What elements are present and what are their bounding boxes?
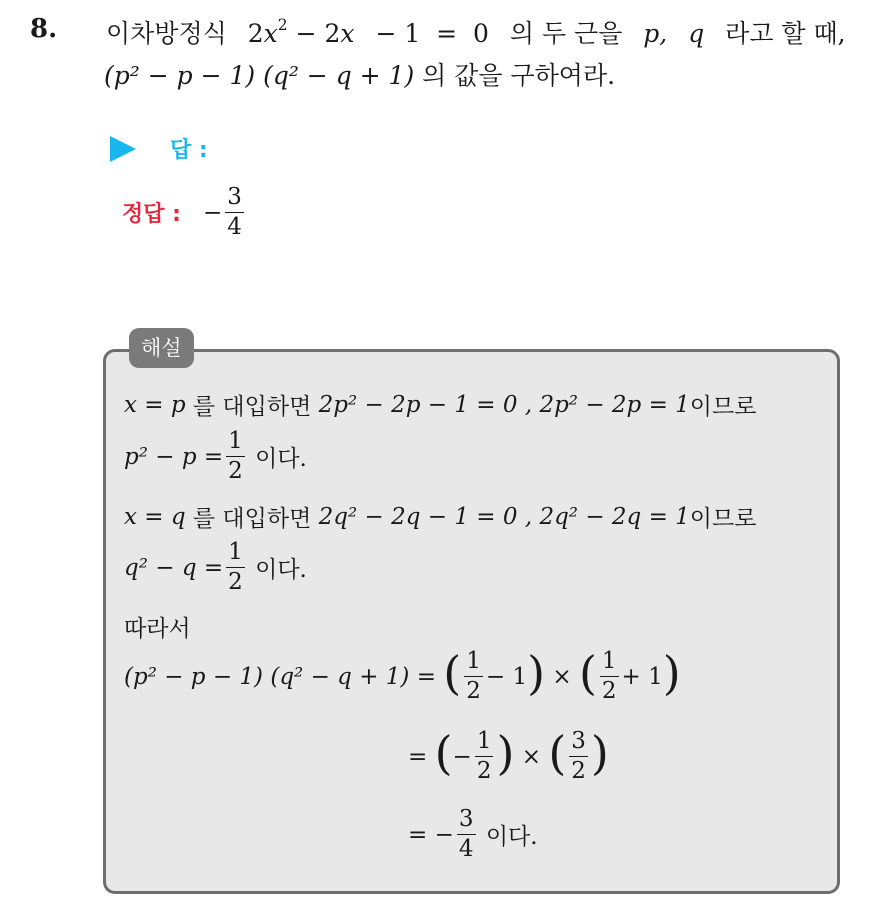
eq-var-x-2: x (340, 19, 355, 48)
paren-open: ( (443, 645, 462, 700)
sol-l7-times: × (521, 743, 542, 770)
sol-l6-f2-den: 2 (601, 678, 617, 704)
sol-line-5 (124, 610, 191, 643)
sol-l8-minus: − (434, 821, 454, 848)
answer-row (110, 133, 208, 164)
question-text-3: 라고 할 때, (725, 19, 846, 48)
sol-l4-den: 2 (228, 569, 243, 595)
sol-l4-a: q² − q = (124, 554, 224, 581)
answer-label: 답 : (170, 138, 208, 163)
sol-l1-a: x = p (124, 391, 186, 418)
sol-l6-f2-num: 1 (600, 650, 619, 677)
sol-l3-a: x = q (124, 503, 186, 530)
question-text-1: 이차방정식 (106, 19, 227, 48)
question-line-1 (106, 14, 846, 50)
sol-l8-den: 4 (458, 836, 474, 862)
sol-line-2 (124, 430, 307, 483)
sol-l4-tail: 이다. (255, 557, 307, 583)
eq-minus-2: − 2 (295, 19, 341, 48)
eq-sup: 2 (277, 16, 288, 35)
sol-l7-frac-1 (475, 730, 494, 783)
question-expr-1: (p² − p − 1) (104, 61, 256, 90)
sol-l6-f1-num: 1 (464, 650, 483, 677)
paren-close: ) (662, 645, 681, 700)
sol-l2-a: p² − p = (124, 443, 224, 470)
sol-l2-num: 1 (226, 430, 245, 457)
question-tail: 의 값을 구하여라. (422, 61, 616, 90)
correct-value (203, 186, 247, 239)
sol-l3-d: 이므로 (689, 506, 757, 532)
sol-l2-frac (226, 430, 245, 483)
sol-l7-frac-2 (569, 730, 588, 783)
sol-l8-frac (457, 808, 476, 861)
question-expr-2: (q² − q + 1) (263, 61, 415, 90)
sol-l6-times: × (552, 663, 572, 690)
sol-l7-eq: = (408, 743, 428, 770)
sol-l6-frac-1 (464, 650, 483, 703)
paren-close: ) (496, 725, 515, 780)
sol-l8-tail: 이다. (485, 824, 538, 850)
explanation-tab: 해설 (129, 328, 194, 368)
question-line-2 (104, 56, 615, 92)
paren-open: ( (434, 725, 453, 780)
sol-l1-d: 이므로 (689, 394, 757, 420)
sol-line-8 (408, 808, 538, 861)
correct-sign: − (202, 199, 223, 226)
sol-l3-b: 를 대입하면 (192, 506, 312, 532)
sol-l4-num: 1 (226, 541, 245, 568)
play-triangle-icon (110, 136, 136, 162)
sol-l6-f2-tail: + 1 (621, 663, 663, 690)
sol-line-6 (124, 645, 681, 704)
paren-open: ( (578, 645, 597, 700)
correct-denominator: 4 (227, 214, 242, 240)
sol-line-3 (124, 500, 756, 533)
sol-l1-b: 를 대입하면 (192, 394, 312, 420)
sol-line-7 (408, 725, 609, 784)
correct-fraction (225, 186, 244, 239)
sol-l1-c: 2p² − 2p − 1 = 0 , 2p² − 2p = 1 (318, 391, 690, 418)
correct-label: 정답 : (122, 202, 181, 227)
paren-close: ) (527, 645, 546, 700)
sol-l8-num: 3 (457, 808, 476, 835)
sol-l6-lhs: (p² − p − 1) (q² − q + 1) = (124, 663, 436, 690)
sol-l2-tail: 이다. (255, 446, 307, 472)
eq-coef: 2 (247, 19, 264, 48)
sol-l4-frac (226, 541, 245, 594)
correct-answer-row (110, 186, 247, 239)
sol-l7-f2-num: 3 (569, 730, 588, 757)
paren-close: ) (590, 725, 609, 780)
eq-var-x: x (263, 19, 278, 48)
sol-l2-den: 2 (228, 458, 243, 484)
sol-l7-f1-den: 2 (476, 758, 492, 784)
correct-numerator: 3 (225, 186, 244, 213)
sol-l7-minus: − (452, 743, 472, 770)
sol-l5: 따라서 (124, 616, 191, 642)
sol-l8-eq: = (408, 821, 428, 848)
sol-l6-f1-den: 2 (466, 678, 481, 704)
root-p: p, (643, 19, 668, 48)
question-text-2: 의 두 근을 (509, 19, 623, 48)
sol-l7-f2-den: 2 (571, 758, 586, 784)
sol-l3-c: 2q² − 2q − 1 = 0 , 2q² − 2q = 1 (318, 503, 690, 530)
question-number: 8. (30, 14, 58, 44)
sol-l6-f1-tail: − 1 (485, 663, 528, 690)
root-q: q (688, 19, 705, 48)
sol-l7-f1-num: 1 (475, 730, 494, 757)
eq-tail: − 1 = 0 (375, 19, 489, 48)
sol-line-1 (124, 388, 756, 421)
paren-open: ( (548, 725, 567, 780)
sol-line-4 (124, 541, 307, 594)
sol-l6-frac-2 (600, 650, 619, 703)
